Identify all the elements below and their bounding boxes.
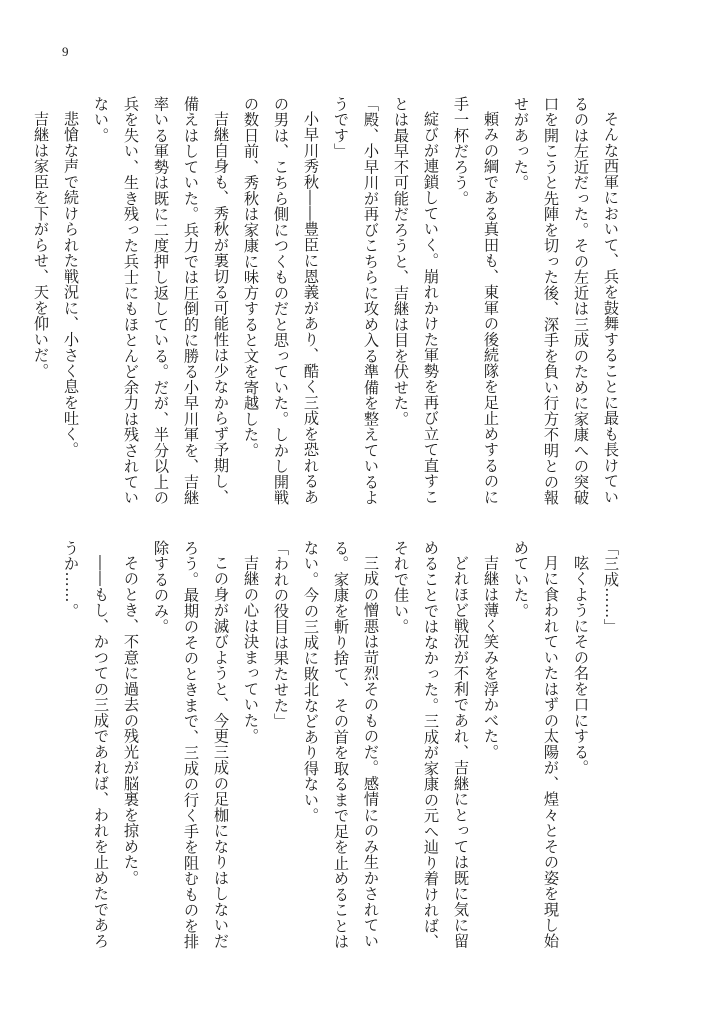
text-line: 三成の憎悪は苛烈そのものだ。感情にのみ生かされてい — [362, 555, 380, 949]
text-line: それで佳い。 — [392, 540, 410, 635]
text-line: この身が滅びようと、今更三成の足枷になりはしないだ — [212, 555, 230, 949]
text-line: 「三成……」 — [602, 540, 620, 635]
text-line: 月に食われていたはずの太陽が、煌々とその姿を現し始 — [542, 555, 560, 949]
text-line: めることではなかった。三成が家康の元へ辿り着ければ、 — [422, 540, 440, 950]
text-line: せがあった。 — [512, 96, 530, 191]
text-line: 率いる軍勢は既に二度押し返している。だが、半分以上の — [152, 96, 170, 506]
text-line: ろう。最期のそのときまで、三成の行く手を阻むものを排 — [182, 540, 200, 950]
text-line: 小早川秀秋――豊臣に恩義があり、酷く三成を恐れるあ — [302, 111, 320, 505]
text-line: 呟くようにその名を口にする。 — [572, 555, 590, 776]
text-line: るのは左近だった。その左近は三成のために家康への突破 — [572, 96, 590, 506]
text-line: 除するのみ。 — [152, 540, 170, 635]
text-line: とは最早不可能だろうと、吉継は目を伏せた。 — [392, 96, 410, 427]
text-line: どれほど戦況が不利であれ、吉継にとっては既に気に留 — [452, 555, 470, 949]
text-line: うです」 — [332, 96, 350, 159]
text-line: 綻びが連鎖していく。崩れかけた軍勢を再び立て直すこ — [422, 111, 440, 505]
text-line: 備えはしていた。兵力では圧倒的に勝る小早川軍を、吉継 — [182, 96, 200, 506]
text-line: 吉継は薄く笑みを浮かべた。 — [482, 555, 500, 760]
text-line: 吉継は家臣を下がらせ、天を仰いだ。 — [32, 111, 50, 379]
page-number: 9 — [62, 44, 69, 59]
text-line: 「殿、小早川が再びこちらに攻め入る準備を整えているよ — [362, 96, 380, 506]
text-line: 吉継の心は決まっていた。 — [242, 555, 260, 745]
text-line: 口を開こうと先陣を切った後、深手を負い行方不明との報 — [542, 96, 560, 506]
text-line: る。家康を斬り捨て、その首を取るまで足を止めることは — [332, 540, 350, 950]
text-line: 手一杯だろう。 — [452, 96, 470, 207]
text-line: ない。 — [92, 96, 110, 144]
text-line: うか……。 — [62, 540, 80, 619]
text-line: 兵を失い、生き残った兵士にもほとんど余力は残されてい — [122, 96, 140, 506]
text-line: の数日前、秀秋は家康に味方すると文を寄越した。 — [242, 96, 260, 459]
text-line: ――もし、かつての三成であれば、われを止めたであろ — [92, 555, 110, 949]
text-block-upper — [32, 96, 626, 516]
text-line: の男は、こちら側につくものだと思っていた。しかし開戦 — [272, 96, 290, 506]
text-line: 吉継自身も、秀秋が裏切る可能性は少なからず予期し、 — [212, 111, 230, 505]
text-block-lower — [62, 540, 626, 960]
text-line: 頼みの綱である真田も、東軍の後続隊を足止めするのに — [482, 111, 500, 505]
text-line: 悲愴な声で続けられた戦況に、小さく息を吐く。 — [62, 111, 80, 458]
text-line: そんな西軍において、兵を鼓舞することに最も長けてい — [602, 111, 620, 505]
text-line: めていた。 — [512, 540, 530, 619]
text-line: ない。今の三成に敗北などあり得ない。 — [302, 540, 320, 824]
text-line: 「われの役目は果たせた」 — [272, 540, 290, 729]
text-line: そのとき、不意に過去の残光が脳裏を掠めた。 — [122, 555, 140, 886]
